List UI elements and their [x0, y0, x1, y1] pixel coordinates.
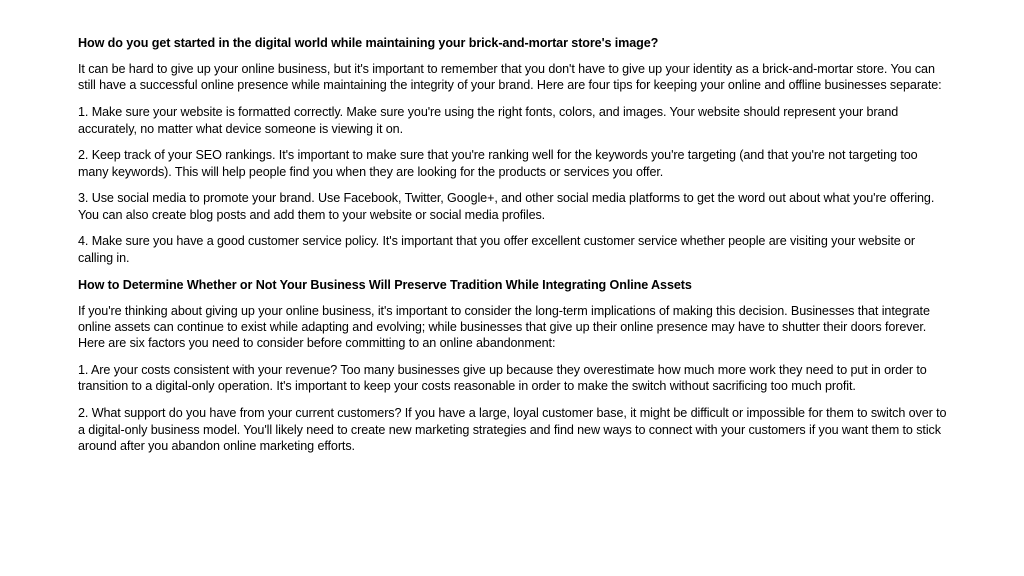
tip-item-social-media: 3. Use social media to promote your brand. Use Facebook, Twitter, Google+, and other social media platforms to get the word out about what you're offering. You can also create blog posts and add them to your website or social media profiles. [78, 191, 935, 222]
factor-item-costs: 1. Are your costs consistent with your revenue? Too many businesses give up because they overestimate how much more work they need to put in order to transition to a digital-only operation. It's important to keep your costs reasonable in order to make the switch without sacrificing too much profit. [78, 363, 927, 394]
section-heading-preserve-tradition: How to Determine Whether or Not Your Business Will Preserve Tradition While Integrating Online Assets [78, 277, 692, 292]
tip-item-customer-service: 4. Make sure you have a good customer service policy. It's important that you offer excellent customer service whether people are visiting your website or calling in. [78, 234, 916, 265]
section-heading-digital-world: How do you get started in the digital world while maintaining your brick-and-mortar store's image? [78, 36, 659, 50]
factor-item-customer-support: 2. What support do you have from your current customers? If you have a large, loyal customer base, it might be difficult or impossible for them to switch over to a digital-only business model. You'll likely need to create new marketing strategies and find new ways to connect with your customers if you want them to stick around after you abandon online marketing efforts. [78, 406, 947, 453]
tip-item-seo-rankings: 2. Keep track of your SEO rankings. It's important to make sure that you're ranking well for the keywords you're targeting (and that you're not targeting too many keywords). This will help people find you when they are looking for the products or services you offer. [78, 148, 918, 179]
section-intro-paragraph: It can be hard to give up your online business, but it's important to remember that you don't have to give up your identity as a brick-and-mortar store. You can still have a successful online presence while maintaining the integrity of your brand. Here are four tips for keeping your online and offline businesses separate: [78, 62, 942, 93]
section-intro-paragraph: If you're thinking about giving up your online business, it's important to consider the long-term implications of making this decision. Businesses that integrate online assets can continue to exist while adapting and evolving; while businesses that give up their online presence may have to shutter their doors forever. Here are six factors you need to consider before committing to an online abandonment: [78, 303, 930, 351]
slide-content [78, 35, 948, 465]
tip-item-website-format: 1. Make sure your website is formatted correctly. Make sure you're using the right fonts, colors, and images. Your website should represent your brand accurately, no matter what device someone is viewing it on. [78, 105, 899, 136]
